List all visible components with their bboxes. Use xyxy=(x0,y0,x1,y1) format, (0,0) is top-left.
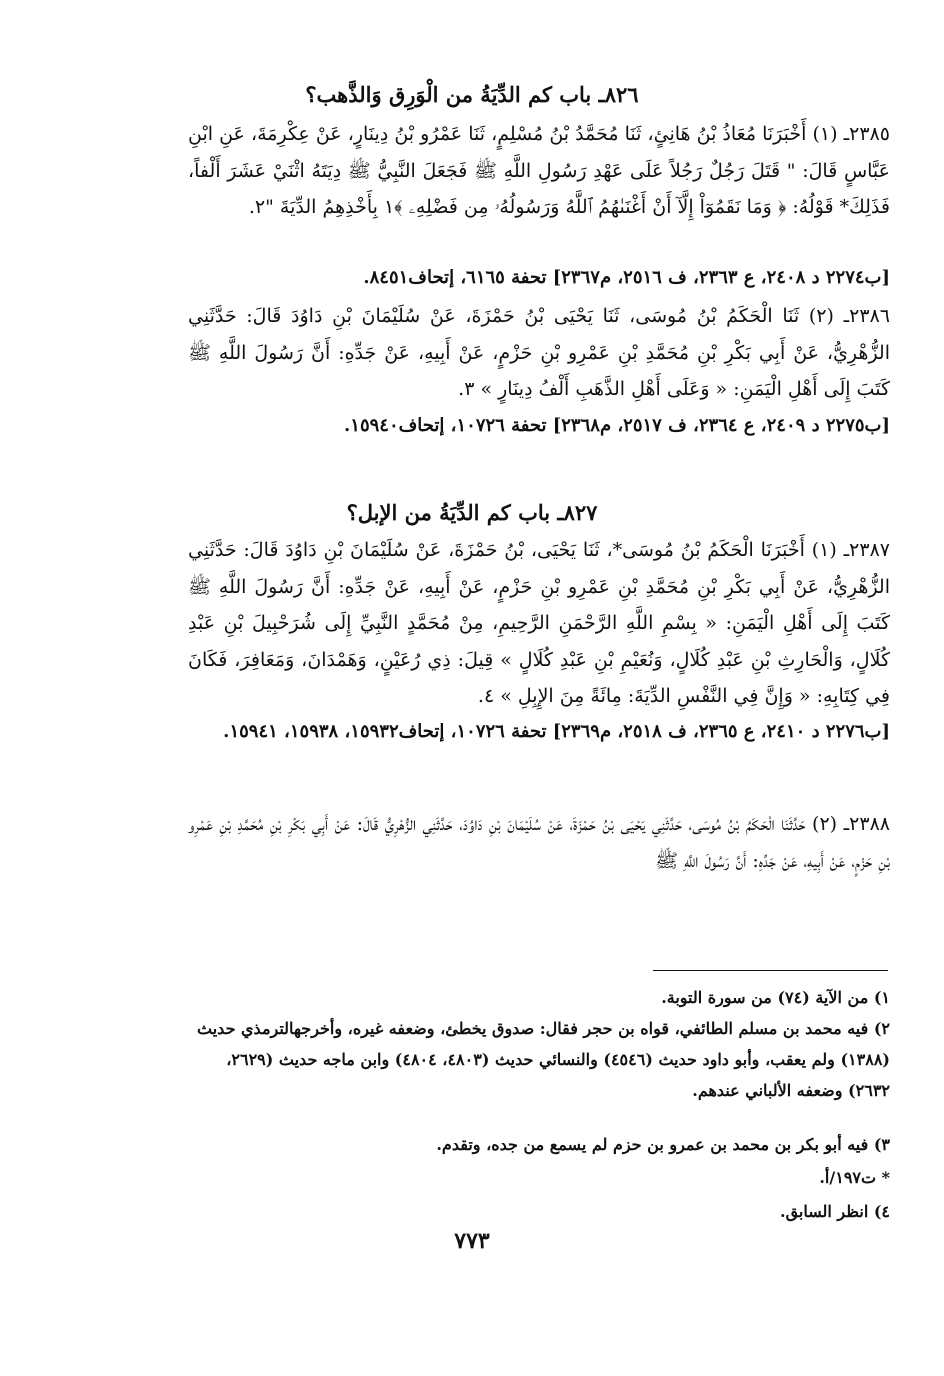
hadith-2387: ٢٣٨٧ـ (١) أَخْبَرَنَا الْحَكَمُ بْنُ مُوسَى*، ثَنَا يَحْيَى، بْنُ حَمْزَةَ، عَنْ سُلَيْمَانَ بْنِ دَاوُدَ قَالَ: حَدَّثَنِي الزُّهْرِيُّ، عَنْ أَبِي بَكْرِ بْنِ مُحَمَّدِ بْنِ عَمْرِو بْنِ حَزْمٍ، عَنْ أَبِيهِ، عَنْ جَدِّهِ: أَنَّ رَسُولَ اللَّهِ ﷺ كَتَبَ إِلَى أَهْلِ الْيَمَنِ: « بِسْمِ اللَّهِ الرَّحْمَنِ الرَّحِيمِ، مِنْ مُحَمَّدٍ النَّبِيِّ إِلَى شُرَحْبِيلَ بْنِ عَبْدِ كُلَالٍ، وَالْحَارِثِ بْنِ عَبْدِ كُلَالٍ، وَنُعَيْمِ بْنِ عَبْدِ كُلَالٍ » قِيلَ: ذِي رُعَيْنٍ، وَهَمْدَانَ، وَمَعَافِرَ، فَكَانَ فِي كِتَابِهِ: « وَإِنَّ فِي النَّفْسِ الدِّيَةَ: مِائَةً مِنَ الإِبِلِ » ٤. xyxy=(188,539,890,707)
hadith-2385: ٢٣٨٥ـ (١) أَخْبَرَنَا مُعَاذُ بْنُ هَانِئٍ، ثَنَا مُحَمَّدُ بْنُ مُسْلِمٍ، ثَنَا عَمْرُو بْنُ دِينَارٍ، عَنْ عِكْرِمَةَ، عَنِ ابْنِ عَبَّاسٍ قَالَ: " قَتَلَ رَجُلٌ رَجُلاً عَلَى عَهْدِ رَسُولِ اللَّهِ ﷺ فَجَعَلَ النَّبِيُّ ﷺ دِيَتَهُ اثْنَيْ عَشَرَ أَلْفاً، فَذَلِكَ* قَوْلُهُ: ﴿ وَمَا نَقَمُوٓاْ إِلَّآ أَنْ أَغْنَىٰهُمُ ٱللَّهُ وَرَسُولُهُۥ مِن فَضْلِهِۦ ﴾١ بِأَخْذِهِمُ الدِّيَةَ "٢. xyxy=(188,123,890,218)
footnote-separator xyxy=(653,970,888,971)
footnote-1: ١) من الآية (٧٤) من سورة التوبة. xyxy=(661,988,890,1007)
footnote-3: ٣) فيه أبو بكر بن محمد بن عمرو بن حزم لم يسمع من جده، وتقدم. xyxy=(436,1135,890,1154)
chapter-heading-826: ٨٢٦ـ باب كم الدِّيَةُ من الْوَرِق وَالذَّهب؟ xyxy=(305,82,639,107)
chapter-heading-827: ٨٢٧ـ باب كم الدِّيَةُ من الإبل؟ xyxy=(346,500,598,525)
hadith-2385-references: [ب٢٢٧٤ د ٢٤٠٨، ع ٢٣٦٣، ف ٢٥١٦، م٢٣٦٧] تحفة ٦١٦٥، إتحاف٨٤٥١. xyxy=(363,267,890,288)
footnote-2: ٢) فيه محمد بن مسلم الطائفي، قواه بن حجر فقال: صدوق يخطئ، وضعفه غيره، وأخرجهالترمذي حديث (١٣٨٨) ولم يعقب، وأبو داود حديث (٤٥٤٦) والنسائي حديث (٤٨٠٣، ٤٨٠٤) وابن ماجه حديث (٢٦٢٩، ٢٦٣٢) وضعفه الألباني عندهم. xyxy=(197,1019,890,1100)
footnote-4: ٤) انظر السابق. xyxy=(780,1202,890,1221)
hadith-2386: ٢٣٨٦ـ (٢) ثَنَا الْحَكَمُ بْنُ مُوسَى، ثَنَا يَحْيَى بْنُ حَمْزَةَ، عَنْ سُلَيْمَانَ بْنِ دَاوُدَ قَالَ: حَدَّثَنِي الزُّهْرِيُّ، عَنْ أَبِي بَكْرِ بْنِ مُحَمَّدِ بْنِ عَمْرِو بْنِ حَزْمٍ، عَنْ أَبِيهِ، عَنْ جَدِّهِ: أَنَّ رَسُولَ اللَّهِ ﷺ كَتَبَ إِلَى أَهْلِ الْيَمَنِ: « وَعَلَى أَهْلِ الذَّهَبِ أَلْفُ دِينَارٍ » ٣. xyxy=(188,305,890,400)
page-number: ٧٧٣ xyxy=(454,1228,490,1254)
footnote-folio-marker: * ت١٩٧/أ. xyxy=(819,1168,890,1187)
hadith-2386-references: [ب٢٢٧٥ د ٢٤٠٩، ع ٢٣٦٤، ف ٢٥١٧، م٢٣٦٨] تحفة ١٠٧٢٦، إتحاف١٥٩٤٠. xyxy=(344,415,890,436)
hadith-2388: ٢٣٨٨ـ (٢) حَدَّثَنَا الْحَكَمُ بْنُ مُوسَى، حَدَّثَنِي يَحْيَى بْنُ حَمْزَةَ، عَنْ سُلَيْمَانَ بْنِ دَاوُدَ، حَدَّثَنِي الزُّهْرِيُّ قَالَ: عَنْ أَبِي بَكْرِ بْنِ مُحَمَّدِ بْنِ عَمْرِو بْنِ حَزْمٍ، عَنْ أَبِيهِ، عَنْ جَدِّهِ: أَنَّ رَسُولَ اللَّهِ ﷺ xyxy=(188,813,890,872)
hadith-2387-references: [ب٢٢٧٦ د ٢٤١٠، ع ٢٣٦٥، ف ٢٥١٨، م٢٣٦٩] تحفة ١٠٧٢٦، إتحاف١٥٩٣٢، ١٥٩٣٨، ١٥٩٤١. xyxy=(223,721,890,742)
